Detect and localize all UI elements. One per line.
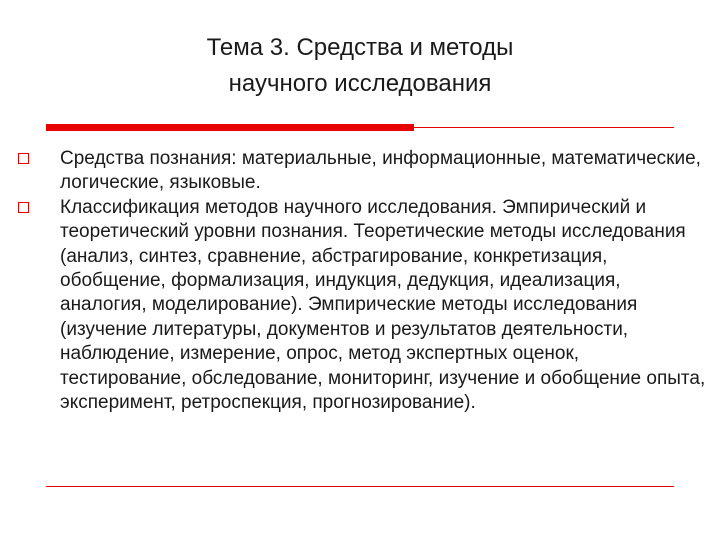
list-item	[18, 196, 708, 416]
bullet-text: Классификация методов научного исследования. Эмпирический и теоретический уровни познания. Теоретические методы исследования (анализ, синтез, сравнение, абстрагирование, конкретизация, обобщение, формализация, индукция, дедукция, идеализация, аналогия, моделирование). Эмпирические методы исследования (изучение литературы, документов и результатов деятельности, наблюдение, измерение, опрос, метод экспертных оценок, тестирование, обследование, мониторинг, изучение и обобщение опыта, эксперимент, ретроспекция, прогнозирование).	[60, 196, 706, 414]
footer-divider	[46, 486, 674, 487]
list-item	[18, 147, 708, 196]
bullet-list	[18, 147, 708, 415]
hollow-square-icon	[18, 153, 29, 164]
slide-title-line-1: Тема 3. Средства и методы	[206, 34, 514, 61]
slide-title	[0, 30, 720, 102]
bullet-text: Средства познания: материальные, информационные, математические, логические, языковые.	[60, 148, 701, 194]
title-divider-thick	[46, 124, 414, 131]
slide-title-line-2: научного исследования	[228, 70, 492, 97]
title-divider-thin	[414, 127, 674, 128]
hollow-square-icon	[18, 202, 29, 213]
